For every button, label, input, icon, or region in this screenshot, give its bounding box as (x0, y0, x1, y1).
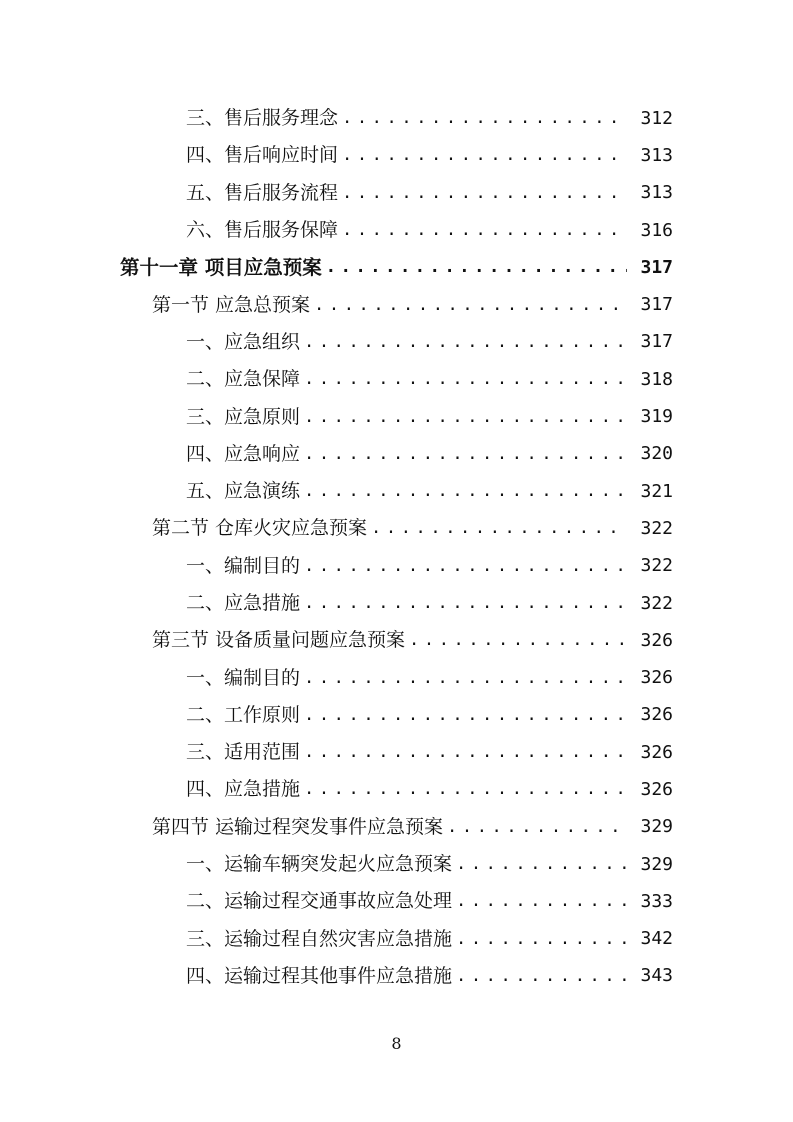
toc-entry-label: 四、应急措施 (186, 778, 301, 801)
toc-entry-page: 322 (640, 592, 673, 614)
dot-leader (342, 147, 627, 164)
toc-entry-page: 326 (640, 704, 673, 726)
toc-section-page: 317 (640, 294, 673, 316)
toc-entry[interactable] (0, 398, 793, 435)
dot-leader (304, 595, 627, 612)
toc-section-entry[interactable] (0, 809, 793, 846)
toc-entry-page: 312 (640, 107, 673, 129)
dot-leader (456, 968, 627, 985)
dot-leader (304, 744, 627, 761)
toc-entry[interactable] (0, 473, 793, 510)
toc-entry[interactable] (0, 697, 793, 734)
toc-section-page: 329 (640, 816, 673, 838)
toc-entry-page: 313 (640, 144, 673, 166)
toc-entry[interactable] (0, 324, 793, 361)
toc-entry[interactable] (0, 846, 793, 883)
dot-leader (304, 558, 627, 575)
toc-entry-label: 二、工作原则 (186, 703, 301, 726)
toc-entry-label: 一、编制目的 (186, 554, 301, 577)
toc-entry[interactable] (0, 771, 793, 808)
toc-entry[interactable] (0, 361, 793, 398)
toc-entry-page: 313 (640, 182, 673, 204)
dot-leader (371, 520, 627, 537)
toc-entry-label: 二、应急保障 (186, 368, 301, 391)
toc-entry-label: 三、应急原则 (186, 405, 301, 428)
dot-leader (304, 371, 627, 388)
dot-leader (304, 670, 627, 687)
toc-section-label: 第三节 设备质量问题应急预案 (152, 629, 406, 652)
toc-entry-label: 四、应急响应 (186, 442, 301, 465)
toc-section-entry[interactable] (0, 622, 793, 659)
toc-entry-label: 一、应急组织 (186, 330, 301, 353)
toc-entry-page: 333 (640, 890, 673, 912)
toc-entry[interactable] (0, 100, 793, 137)
dot-leader (304, 483, 627, 500)
toc-entry[interactable] (0, 137, 793, 174)
toc-entry-label: 五、应急演练 (186, 480, 301, 503)
toc-entry[interactable] (0, 883, 793, 920)
toc-entry[interactable] (0, 175, 793, 212)
toc-entry-page: 326 (640, 667, 673, 689)
toc-entry[interactable] (0, 212, 793, 249)
toc-section-entry[interactable] (0, 286, 793, 323)
dot-leader (304, 334, 627, 351)
toc-section-page: 322 (640, 517, 673, 539)
dot-leader (409, 632, 627, 649)
dot-leader (342, 110, 627, 127)
dot-leader (456, 893, 627, 910)
toc-section-page: 326 (640, 629, 673, 651)
toc-entry-label: 二、应急措施 (186, 592, 301, 614)
dot-leader (456, 856, 627, 873)
toc-entry-page: 329 (640, 853, 673, 875)
toc-entry-page: 318 (640, 368, 673, 390)
dot-leader (447, 819, 627, 836)
toc-entry-label: 三、售后服务理念 (186, 107, 339, 130)
toc-entry-label: 一、运输车辆突发起火应急预案 (186, 853, 453, 876)
toc-entry-page: 326 (640, 741, 673, 763)
toc-entry-page: 326 (640, 778, 673, 800)
toc-entry-page: 319 (640, 406, 673, 428)
dot-leader (326, 259, 627, 276)
table-of-contents (0, 100, 793, 995)
dot-leader (304, 446, 627, 463)
toc-entry-label: 六、售后服务保障 (186, 219, 339, 242)
toc-entry-label: 三、适用范围 (186, 741, 301, 764)
dot-leader (304, 781, 627, 798)
toc-entry-label: 四、售后响应时间 (186, 144, 339, 167)
dot-leader (304, 707, 627, 724)
toc-entry-page: 342 (640, 928, 673, 950)
dot-leader (456, 931, 627, 948)
toc-entry-label: 三、运输过程自然灾害应急措施 (186, 927, 453, 950)
toc-entry[interactable] (0, 921, 793, 958)
toc-entry[interactable] (0, 659, 793, 696)
toc-chapter-entry[interactable] (0, 249, 793, 286)
toc-entry[interactable] (0, 585, 793, 622)
page-number: 8 (391, 1034, 402, 1053)
toc-section-entry[interactable] (0, 510, 793, 547)
toc-entry-page: 322 (640, 555, 673, 577)
dot-leader (314, 297, 627, 314)
toc-entry-label: 五、售后服务流程 (186, 181, 339, 204)
toc-section-label: 第二节 仓库火灾应急预案 (152, 517, 368, 540)
toc-section-label: 第四节 运输过程突发事件应急预案 (152, 815, 444, 838)
toc-chapter-page: 317 (640, 256, 673, 278)
dot-leader (342, 185, 627, 202)
toc-entry-label: 一、编制目的 (186, 666, 301, 689)
toc-entry-page: 316 (640, 219, 673, 241)
toc-entry[interactable] (0, 548, 793, 585)
toc-section-label: 第一节 应急总预案 (152, 293, 311, 316)
toc-entry-page: 317 (640, 331, 673, 353)
toc-entry[interactable] (0, 436, 793, 473)
toc-entry[interactable] (0, 958, 793, 995)
toc-entry[interactable] (0, 734, 793, 771)
toc-entry-page: 343 (640, 965, 673, 987)
toc-entry-page: 320 (640, 443, 673, 465)
toc-entry-label: 四、运输过程其他事件应急措施 (186, 964, 453, 987)
toc-entry-page: 321 (640, 480, 673, 502)
toc-chapter-label: 第十一章 项目应急预案 (120, 256, 322, 280)
dot-leader (304, 409, 627, 426)
dot-leader (342, 222, 627, 239)
toc-entry-label: 二、运输过程交通事故应急处理 (186, 890, 453, 913)
